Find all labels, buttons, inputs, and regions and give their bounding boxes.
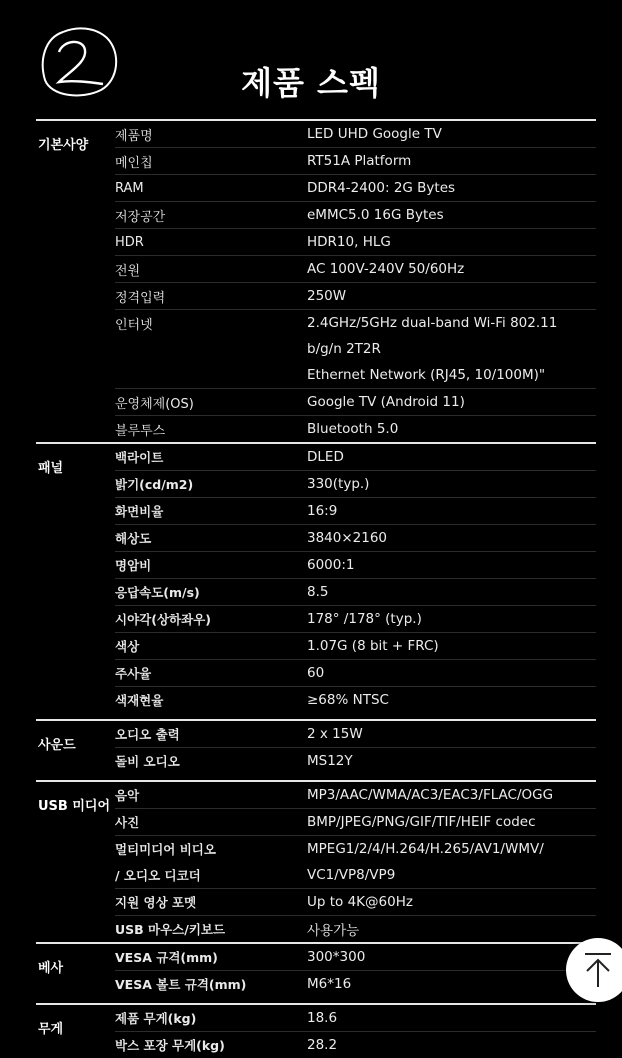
section-name: 패널 <box>38 461 64 476</box>
table-row <box>115 1005 596 1031</box>
row-value: MP3/AAC/WMA/AC3/EAC3/FLAC/OGG <box>307 787 554 803</box>
table-row <box>115 470 596 497</box>
row-label: 시야각(상하좌우) <box>115 612 211 627</box>
row-value: 28.2 <box>307 1037 338 1053</box>
row-label: 제품 무게(kg) <box>115 1011 197 1026</box>
row-label: 메인칩 <box>115 155 153 171</box>
table-row <box>115 686 596 713</box>
row-label: 지원 영상 포멧 <box>115 895 197 910</box>
row-label: RAM <box>115 180 144 196</box>
row-label: 사진 <box>115 815 140 830</box>
row-value: 330(typ.) <box>307 476 370 492</box>
table-row <box>115 415 596 442</box>
row-value: 사용가능 <box>307 923 360 939</box>
table-row <box>115 747 596 774</box>
table-row <box>115 497 596 524</box>
table-row <box>115 388 596 415</box>
table-row <box>115 605 596 632</box>
section-panel <box>36 442 596 713</box>
table-row <box>115 944 596 970</box>
row-label: 인터넷 <box>115 317 153 333</box>
table-row <box>115 147 596 174</box>
row-value: b/g/n 2T2R <box>307 341 381 357</box>
table-row <box>115 174 596 201</box>
row-value: AC 100V-240V 50/60Hz <box>307 261 465 277</box>
table-row <box>115 782 596 808</box>
row-label: 응답속도(m/s) <box>115 585 200 600</box>
section-name: USB 미디어 <box>38 799 111 814</box>
row-value: 8.5 <box>307 584 329 600</box>
section-vesa <box>36 942 596 997</box>
row-label: 색상 <box>115 639 140 654</box>
row-label: 화면비율 <box>115 504 164 519</box>
table-row <box>115 970 596 997</box>
row-value: Up to 4K@60Hz <box>307 894 413 910</box>
row-value: 2.4GHz/5GHz dual-band Wi-Fi 802.11 <box>307 315 558 331</box>
row-label: 제품명 <box>115 128 153 144</box>
table-row <box>115 721 596 747</box>
section-name: 베사 <box>38 961 64 976</box>
row-value: 300*300 <box>307 949 366 965</box>
spec-table <box>36 119 596 1058</box>
row-value: 250W <box>307 288 347 304</box>
row-label: 정격입력 <box>115 290 166 306</box>
table-row <box>115 808 596 835</box>
table-row <box>115 915 596 942</box>
row-label: 블루투스 <box>115 423 166 439</box>
row-value: HDR10, HLG <box>307 234 391 250</box>
table-row <box>115 1031 596 1058</box>
table-row <box>115 632 596 659</box>
table-row <box>115 201 596 228</box>
row-value: 178° /178° (typ.) <box>307 611 422 627</box>
row-value: DLED <box>307 449 344 465</box>
row-value: 1.07G (8 bit + FRC) <box>307 638 439 654</box>
row-label: 밝기(cd/m2) <box>115 477 194 492</box>
table-row <box>115 835 596 862</box>
table-row <box>115 578 596 605</box>
row-value: eMMC5.0 16G Bytes <box>307 207 444 223</box>
row-value: Google TV (Android 11) <box>307 394 465 410</box>
table-row <box>115 228 596 255</box>
row-value: MPEG1/2/4/H.264/H.265/AV1/WMV/ <box>307 841 544 857</box>
row-value: ≥68% NTSC <box>307 692 389 708</box>
page-title: 제품 스펙 <box>241 64 381 102</box>
row-label: 음악 <box>115 788 140 803</box>
row-label: 색재현율 <box>115 693 164 708</box>
row-value: RT51A Platform <box>307 153 412 169</box>
row-value: 6000:1 <box>307 557 355 573</box>
table-row <box>115 862 596 888</box>
row-value: 60 <box>307 665 325 681</box>
row-label: 오디오 출력 <box>115 727 180 742</box>
table-row <box>115 659 596 686</box>
row-value: MS12Y <box>307 753 353 769</box>
row-value: DDR4-2400: 2G Bytes <box>307 180 456 196</box>
table-row <box>115 309 596 336</box>
row-label: 박스 포장 무게(kg) <box>115 1038 225 1053</box>
row-label: USB 마우스/키보드 <box>115 922 226 937</box>
row-value: BMP/JPEG/PNG/GIF/TIF/HEIF codec <box>307 814 536 830</box>
row-label: 멀티미디어 비디오 <box>115 842 216 857</box>
row-label: / 오디오 디코더 <box>115 868 201 883</box>
section-name: 기본사양 <box>38 138 89 153</box>
row-value: 18.6 <box>307 1010 338 1026</box>
row-value: 16:9 <box>307 503 338 519</box>
row-value: LED UHD Google TV <box>307 126 442 142</box>
scroll-to-top-button[interactable] <box>566 938 622 1002</box>
section-usb-media <box>36 780 596 942</box>
table-row <box>115 121 596 147</box>
table-row <box>115 524 596 551</box>
table-row <box>115 888 596 915</box>
section-sound <box>36 719 596 774</box>
row-label: 명암비 <box>115 558 152 573</box>
row-value: M6*16 <box>307 976 352 992</box>
row-value: VC1/VP8/VP9 <box>307 867 396 883</box>
row-label: 저장공간 <box>115 209 166 225</box>
row-label: 돌비 오디오 <box>115 754 180 769</box>
row-label: 전원 <box>115 263 141 279</box>
row-label: 백라이트 <box>115 450 164 465</box>
row-value: 3840×2160 <box>307 530 388 546</box>
row-label: 운영체제(OS) <box>115 396 194 412</box>
table-row <box>115 362 596 388</box>
table-row <box>115 444 596 470</box>
table-row <box>115 255 596 282</box>
row-label: VESA 볼트 규격(mm) <box>115 977 247 992</box>
row-label: 해상도 <box>115 531 152 546</box>
row-value: Ethernet Network (RJ45, 10/100M)" <box>307 367 546 383</box>
row-value: Bluetooth 5.0 <box>307 421 399 437</box>
section-name: 무게 <box>38 1022 64 1037</box>
table-row <box>115 282 596 309</box>
table-row <box>115 551 596 578</box>
section-name: 사운드 <box>38 738 76 753</box>
section-basic <box>36 119 596 442</box>
section-weight <box>36 1003 596 1058</box>
row-label: 주사율 <box>115 666 152 681</box>
arrow-up-icon <box>582 952 614 988</box>
row-label: VESA 규격(mm) <box>115 950 218 965</box>
row-value: 2 x 15W <box>307 726 363 742</box>
row-label: HDR <box>115 234 144 250</box>
table-row <box>115 336 596 362</box>
